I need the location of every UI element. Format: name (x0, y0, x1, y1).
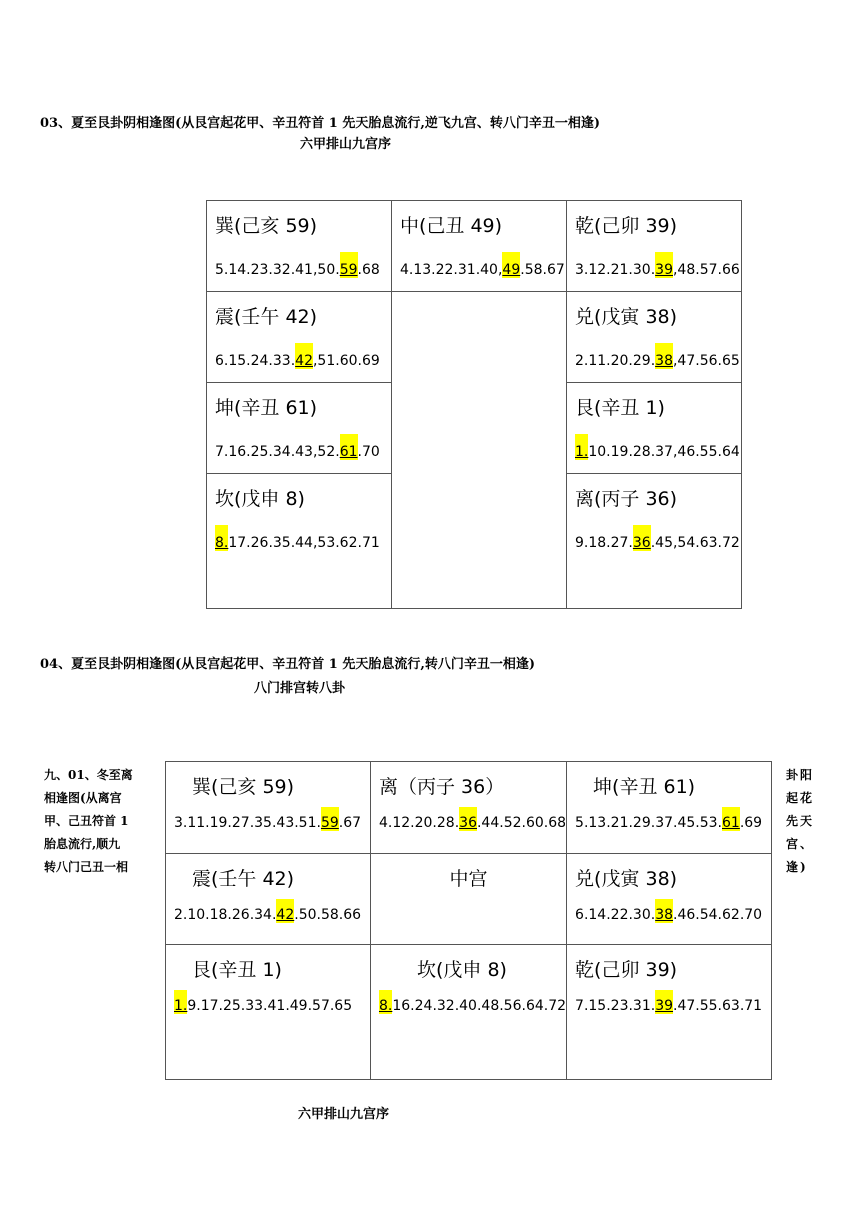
highlight-number: 39 (655, 252, 673, 278)
cell-name: 离(丙子 36) (575, 488, 678, 510)
cell-numbers: 6.15.24.33.42,51.60.69 (215, 343, 391, 369)
footer-caption: 六甲排山九宫序 (298, 1107, 390, 1122)
cell-dui (567, 292, 742, 383)
cell-numbers: 7.15.23.31.39.47.55.63.71 (575, 990, 771, 1014)
section2-heading: 04、夏至艮卦阴相逢图(从艮宫起花甲、辛丑符首 1 先天胎息流行,转八门辛丑一相逢) (40, 657, 536, 672)
highlight-number: 8. (379, 990, 392, 1014)
cell-zhong (392, 201, 567, 292)
highlight-number: 8. (215, 525, 228, 551)
highlight-number: 36 (459, 807, 477, 831)
cell-numbers: 8.17.26.35.44,53.62.71 (215, 525, 391, 551)
cell-name: 乾(己卯 39) (575, 959, 678, 981)
cell-numbers: 9.18.27.36.45,54.63.72 (575, 525, 741, 551)
cell-qian (567, 945, 772, 1080)
cell-qian (567, 201, 742, 292)
cell-numbers: 2.11.20.29.38,47.56.65 (575, 343, 741, 369)
cell-kan (207, 474, 392, 609)
cell-numbers: 8.16.24.32.40.48.56.64.72 (379, 990, 566, 1014)
cell-zhen (207, 292, 392, 383)
cell-numbers: 4.12.20.28.36.44.52.60.68 (379, 807, 566, 831)
section1-subtitle: 六甲排山九宫序 (300, 137, 392, 152)
section2-grid (165, 761, 772, 1080)
highlight-number: 61 (340, 434, 358, 460)
cell-name: 艮(辛丑 1) (192, 959, 282, 981)
highlight-number: 1. (575, 434, 588, 460)
cell-numbers: 4.13.22.31.40,49.58.67 (400, 252, 566, 278)
cell-name: 震(壬午 42) (192, 868, 295, 890)
highlight-number: 38 (655, 343, 673, 369)
cell-name: 中(己丑 49) (400, 215, 503, 237)
cell-name: 巽(己亥 59) (215, 215, 318, 237)
cell-name: 巽(己亥 59) (192, 776, 295, 798)
cell-kan (371, 945, 567, 1080)
highlight-number: 61 (722, 807, 740, 831)
section2-subtitle: 八门排宫转八卦 (254, 681, 346, 696)
highlight-number: 59 (340, 252, 358, 278)
highlight-number: 59 (321, 807, 339, 831)
cell-name: 兑(戊寅 38) (575, 306, 678, 328)
cell-name: 坎(戊申 8) (215, 488, 305, 510)
cell-gen (166, 945, 371, 1080)
cell-numbers: 5.14.23.32.41,50.59.68 (215, 252, 391, 278)
cell-numbers: 2.10.18.26.34.42.50.58.66 (174, 899, 370, 923)
cell-empty-center (392, 292, 567, 609)
cell-xun (207, 201, 392, 292)
cell-li (371, 762, 567, 854)
cell-kun (567, 762, 772, 854)
cell-numbers: 6.14.22.30.38.46.54.62.70 (575, 899, 771, 923)
side-note-right: 卦阳 起花 先天 宫、 逢) (786, 768, 815, 874)
center-label: 中宫 (449, 868, 488, 890)
cell-name: 震(壬午 42) (215, 306, 318, 328)
cell-numbers: 1.9.17.25.33.41.49.57.65 (174, 990, 370, 1014)
side-note-left: 九、01、冬至离 相逢图(从离宫 甲、己丑符首 1 胎息流行,顺九 转八门己丑一相 (44, 768, 133, 874)
section1-heading: 03、夏至艮卦阴相逢图(从艮宫起花甲、辛丑符首 1 先天胎息流行,逆飞九宫、转八门辛丑一相逢) (40, 116, 601, 131)
cell-gen (567, 383, 742, 474)
cell-li (567, 474, 742, 609)
highlight-number: 1. (174, 990, 187, 1014)
cell-name: 艮(辛丑 1) (575, 397, 665, 419)
cell-name: 坤(辛丑 61) (215, 397, 318, 419)
highlight-number: 39 (655, 990, 673, 1014)
cell-numbers: 1.10.19.28.37,46.55.64 (575, 434, 741, 460)
cell-name: 坤(辛丑 61) (593, 776, 696, 798)
cell-zhen (166, 854, 371, 945)
cell-name: 乾(己卯 39) (575, 215, 678, 237)
cell-name: 离（丙子 36） (379, 776, 505, 798)
cell-numbers: 3.11.19.27.35.43.51.59.67 (174, 807, 370, 831)
highlight-number: 42 (295, 343, 313, 369)
cell-name: 兑(戊寅 38) (575, 868, 678, 890)
highlight-number: 49 (502, 252, 520, 278)
cell-kun (207, 383, 392, 474)
cell-xun (166, 762, 371, 854)
cell-name: 坎(戊申 8) (417, 959, 507, 981)
highlight-number: 42 (276, 899, 294, 923)
highlight-number: 38 (655, 899, 673, 923)
cell-numbers: 5.13.21.29.37.45.53.61.69 (575, 807, 771, 831)
cell-numbers: 7.16.25.34.43,52.61.70 (215, 434, 391, 460)
cell-center (371, 854, 567, 945)
section1-grid (206, 200, 742, 609)
cell-dui (567, 854, 772, 945)
highlight-number: 36 (633, 525, 651, 551)
cell-numbers: 3.12.21.30.39,48.57.66 (575, 252, 741, 278)
